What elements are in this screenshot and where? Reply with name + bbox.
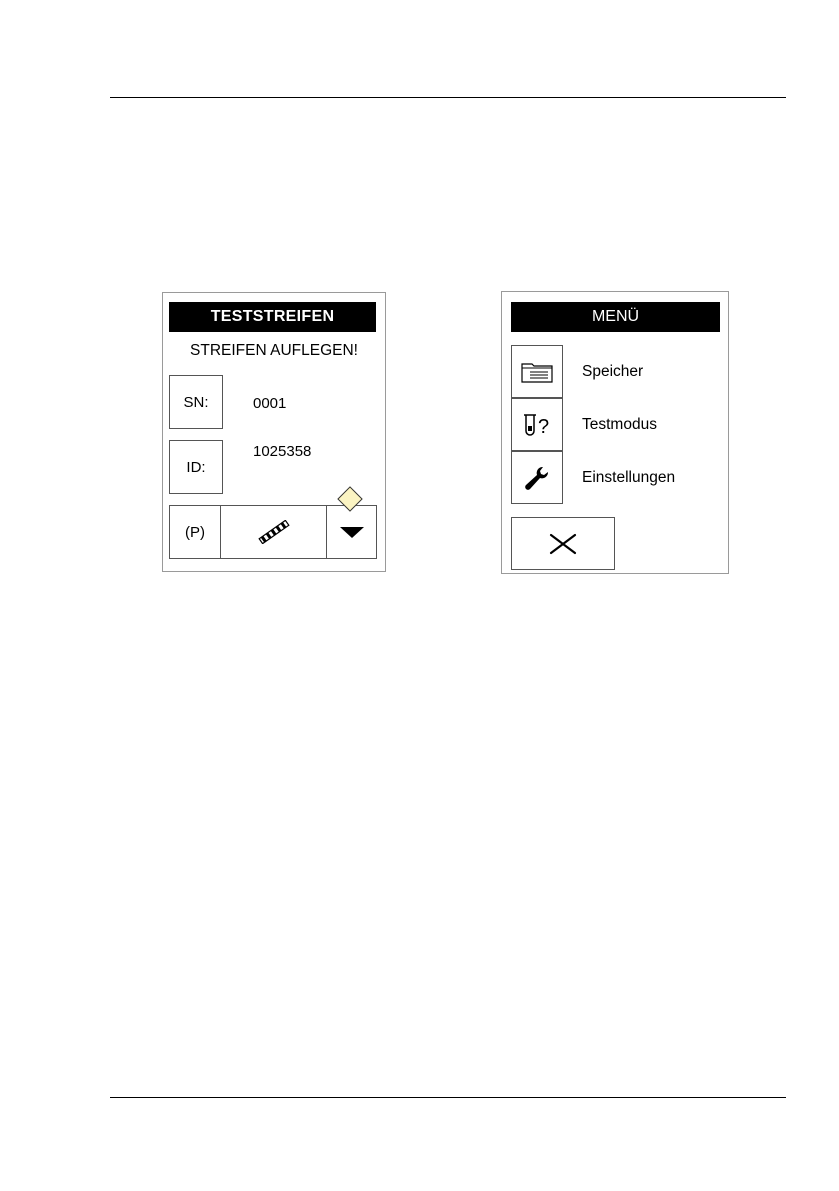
menu-item-einstellungen[interactable] <box>511 451 563 504</box>
sn-label: SN: <box>183 393 209 411</box>
svg-text:?: ? <box>538 415 550 438</box>
scroll-down-button[interactable] <box>326 505 377 559</box>
p-button[interactable] <box>169 505 221 559</box>
close-button[interactable] <box>511 517 615 570</box>
test-tube-question-icon <box>519 411 555 439</box>
instruction-text: STREIFEN AUFLEGEN! <box>190 342 358 359</box>
sn-value: 0001 <box>253 395 287 412</box>
folder-list-icon <box>520 360 554 384</box>
footer-rule <box>110 1097 786 1098</box>
menu-item-speicher[interactable] <box>511 345 563 398</box>
menu-label-testmodus: Testmodus <box>582 416 657 433</box>
menu-label-speicher: Speicher <box>582 363 644 380</box>
close-icon <box>548 532 578 556</box>
triangle-down-icon <box>339 525 365 539</box>
id-value: 1025358 <box>253 443 312 460</box>
header-rule <box>110 97 786 98</box>
id-label: ID: <box>186 458 206 476</box>
menu-label-einstellungen: Einstellungen <box>582 469 676 486</box>
screen-title: MENÜ <box>511 302 720 332</box>
screen-title: TESTSTREIFEN <box>169 302 376 332</box>
teststreifen-screen <box>162 292 386 572</box>
menu-screen <box>501 291 729 574</box>
menu-item-testmodus[interactable] <box>511 398 563 451</box>
p-button-label: (P) <box>185 523 205 541</box>
id-button[interactable] <box>169 440 223 494</box>
wrench-icon <box>523 464 551 492</box>
test-strip-icon <box>256 520 292 544</box>
sn-button[interactable] <box>169 375 223 429</box>
test-strip-button[interactable] <box>220 505 327 559</box>
